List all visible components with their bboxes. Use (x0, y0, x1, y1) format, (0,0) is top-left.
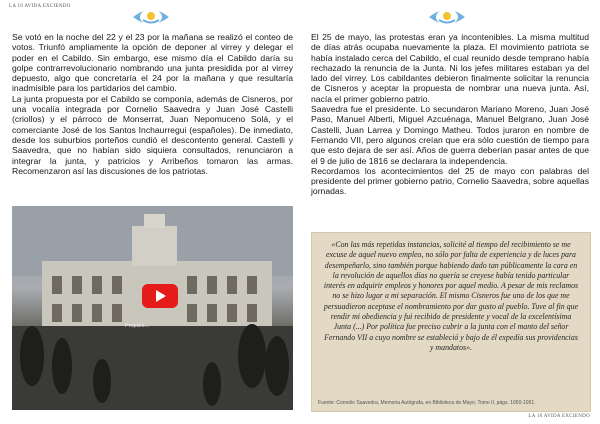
emblem-icon (129, 3, 173, 31)
video-player[interactable] (12, 206, 293, 410)
quote-text: «Con las más repetidas instancias, solicité al tiempo del recibimiento se me excuse de aquel nuevo empleo, no sólo por falta de experiencia y de luces para desempeñarlo, sino también porque habiendo dado tan públicamente la cara en la revolución de aquellos días no quería se creyese había tenido particular interés en adquirir empleos y honores por aquel medio. A pesar de mis reclamos no se hizo lugar a mi separación. El mismo Cisneros fue uno de los que me persuadieron aceptase el nombramiento por dar gusto al pueblo. Tuve al fin que rendir mi obediencia y fui recibido de presidente y vocal de la excelentísima Junta (...) Por política fue preciso cubrir a la junta con el manto del señor Fernando VII a cuyo nombre se estableció y bajo de él expedía sus providencias y mandatos». (323, 240, 579, 352)
video-thumbnail (12, 206, 293, 410)
paragraph: Saavedra fue el presidente. Lo secundaron Mariano Moreno, Juan José Paso, Manuel Alberti, Miguel Azcuénaga, Manuel Belgrano, Juan José Castelli, Juan Larrea y Domingo Matheu. Todos juraron en nombre de Fernando VII, pero algunos creían que era sólo cuestión de tiempo para que esto dejara de ser así. Años de guerra deberían pasar antes de que el 9 de julio de 1816 se declarara la independencia. (311, 104, 589, 166)
page-header: LA 10 AVIDA EXCIENDO (9, 4, 71, 9)
left-column (12, 32, 293, 176)
page-footer: LA 10 AVIDA EXCIENDO (528, 414, 590, 419)
paragraph: La junta propuesta por el Cabildo se componía, además de Cisneros, por una vocalía integrada por Cornelio Saavedra y Juan José Castelli (criollos) y el párroco de Monserrat, Juan Nepomuceno Solá, y el comerciante José de los Santos Inchaurregui (españoles). De inmediato, desde los suburbios porteños cundió el descontento general. Castelli y Saavedra, que no habían sido siquiera consultados, renunciaron a integrar la junta, y patricios y Arribeños tomaron las armas. Recomenzaron así las discusiones de los patriotas. (12, 93, 293, 176)
video-caption: Preparo... (125, 323, 150, 329)
quote-box (311, 232, 591, 412)
paragraph: El 25 de mayo, las protestas eran ya incontenibles. La misma multitud de días atrás ocupaba nuevamente la plaza. El movimiento patriota se había instalado cerca del Cabildo, el cual reunido desde temprano había rechazado la renuncia de la Junta. Ni los jefes militares estaban ya del lado del virrey. Los cabildantes debieron finalmente solicitar la renuncia de Cisneros y aceptar la propuesta de nombrar una nueva junta. Así, nacía el primer gobierno patrio. (311, 32, 589, 104)
paragraph: Se votó en la noche del 22 y el 23 por la mañana se realizó el conteo de votos. Triunfó ampliamente la opción de deponer al virrey y delegar el poder en el Cabildo. Sin embargo, ese mismo día el Cabildo daría su golpe contrarrevolucionario nombrando una junta presidida por al virrey depuesto, algo que concretaría el 24 por la mañana y que resultaría inadmisible para los partidarios del cambio. (12, 32, 293, 94)
right-column (311, 32, 589, 197)
emblem-icon (425, 3, 469, 31)
quote-source: Fuente: Cornelio Saavedra, Memoria Autógrafa, en Biblioteca de Mayo, Tomo II, págs. 1050-1051. (318, 400, 536, 406)
play-button[interactable] (142, 284, 178, 308)
paragraph: Recordamos los acontecimientos del 25 de mayo con palabras del presidente del primer gobierno patrio, Cornelio Saavedra, sobre aquellas jornadas. (311, 165, 589, 197)
